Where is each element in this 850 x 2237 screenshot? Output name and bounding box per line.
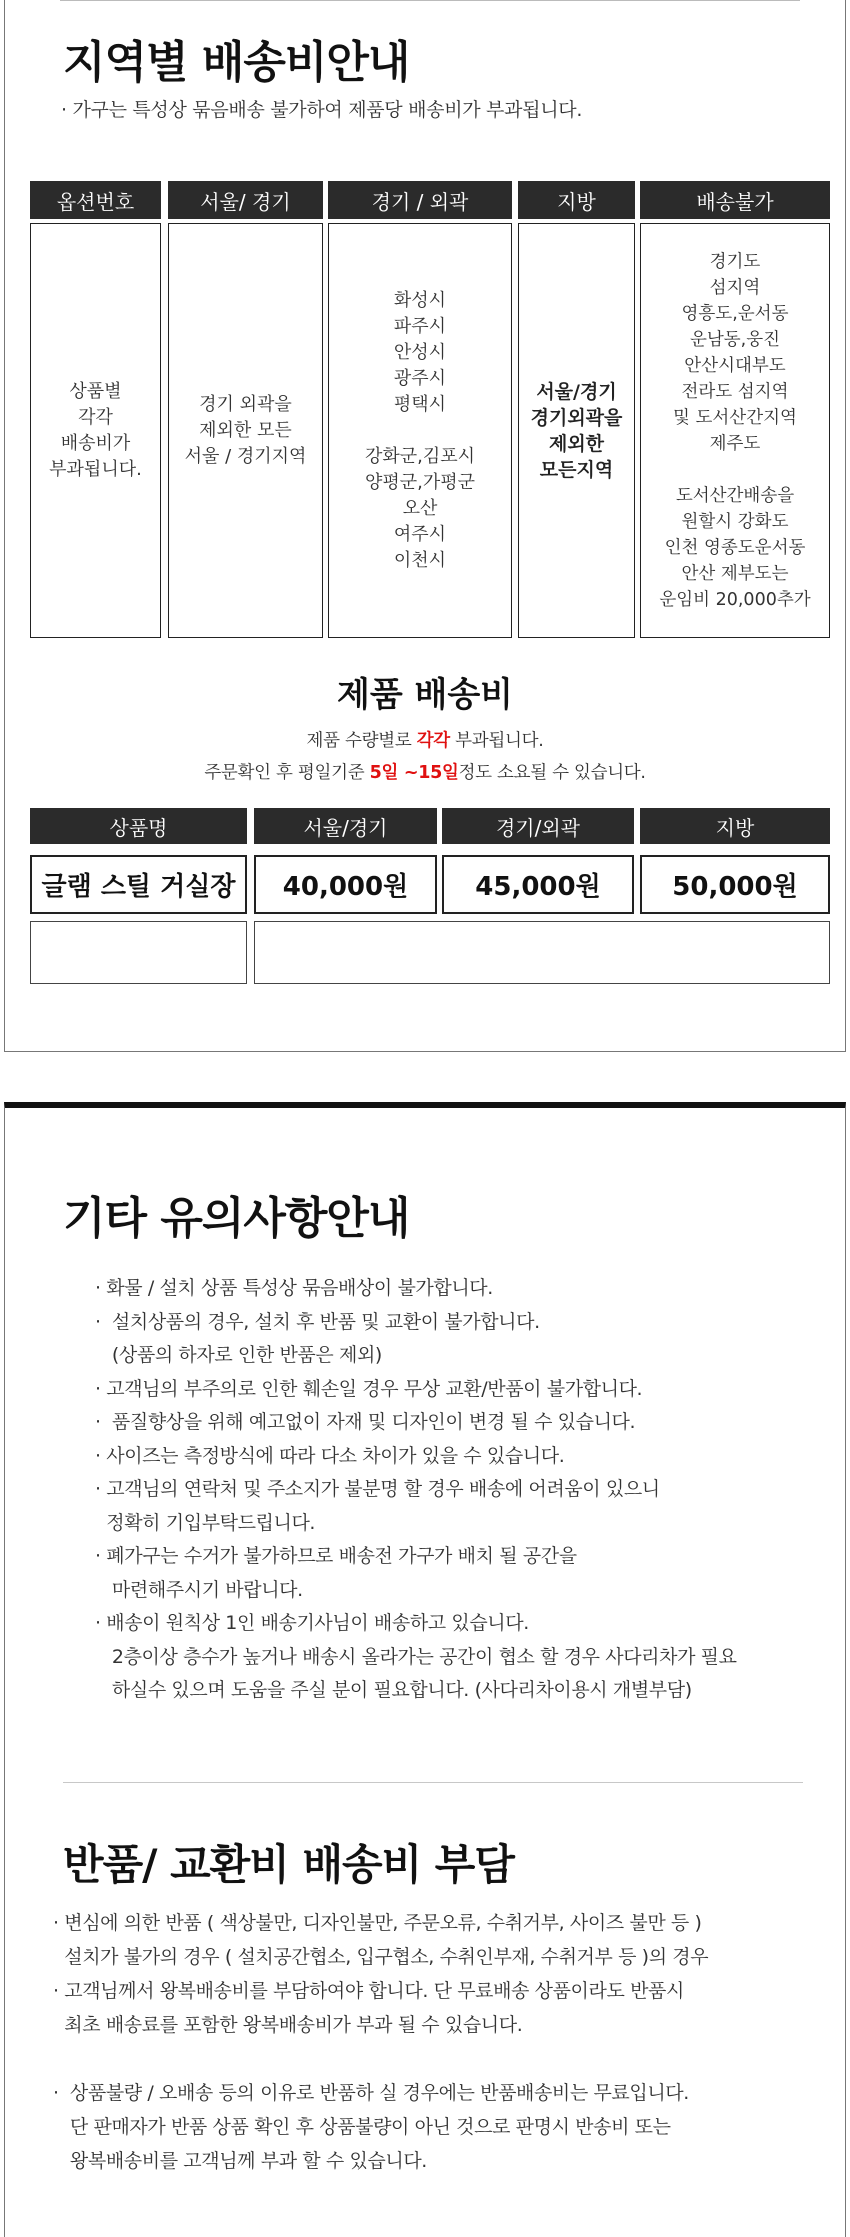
- return-fee-line: 최초 배송료를 포함한 왕복배송비가 부과 될 수 있습니다.: [53, 2014, 523, 2036]
- return-fee-list: [53, 1906, 833, 2178]
- region-header-province: 지방: [518, 181, 635, 219]
- region-header-option: 옵션번호: [30, 181, 161, 219]
- product-shipping-title: 제품 배송비: [336, 675, 514, 715]
- etc-notice-list: [95, 1272, 835, 1708]
- return-fee-line: · 변심에 의한 반품 ( 색상불만, 디자인불만, 주문오류, 수취거부, 사이즈 불만 등 ): [53, 1912, 702, 1934]
- price-header-outskirts: 경기/외곽: [442, 808, 634, 844]
- region-cell-unavailable: 경기도 섬지역 영흥도,운서동 운남동,웅진 안산시대부도 전라도 섬지역 및 도서산간지역 제주도 도서산간배송을 원할시 강화도 인천 영종도운서동 안산 제부도는 운임비 20,000추가: [640, 223, 830, 638]
- price-empty-cell-left: [30, 921, 247, 984]
- region-cell-province: 서울/경기 경기외곽을 제외한 모든지역: [518, 223, 635, 638]
- region-cell-outskirts: 화성시 파주시 안성시 광주시 평택시 강화군,김포시 양평군,가평군 오산 여주시 이천시: [328, 223, 512, 638]
- return-fee-line: 왕복배송비를 고객님께 부과 할 수 있습니다.: [53, 2150, 427, 2172]
- etc-notice-line: · 품질향상을 위해 예고없이 자재 및 디자인이 변경 될 수 있습니다.: [95, 1411, 636, 1433]
- etc-notice-line: 2층이상 층수가 높거나 배송시 올라가는 공간이 협소 할 경우 사다리차가 필요: [95, 1645, 737, 1668]
- price-cell-product-name: 글램 스틸 거실장: [30, 855, 247, 914]
- etc-notice-line: 하실수 있으며 도움을 주실 분이 필요합니다. (사다리차이용시 개별부담): [95, 1679, 692, 1701]
- section-divider: [63, 1782, 803, 1783]
- product-note-leadtime: 주문확인 후 평일기준 5일 ~15일정도 소요될 수 있습니다.: [204, 763, 646, 783]
- return-fee-title: 반품/ 교환비 배송비 부담: [63, 1840, 514, 1889]
- etc-notice-line: · 배송이 원칙상 1인 배송기사님이 배송하고 있습니다.: [95, 1612, 529, 1634]
- etc-notice-line: · 사이즈는 측정방식에 따라 다소 차이가 있을 수 있습니다.: [95, 1444, 565, 1467]
- price-header-province: 지방: [640, 808, 830, 844]
- region-header-outskirts: 경기 / 외곽: [328, 181, 512, 219]
- etc-notice-line: 마련해주시기 바랍니다.: [95, 1578, 303, 1601]
- price-empty-cell-right: [254, 921, 830, 984]
- return-fee-line: [53, 2042, 833, 2076]
- region-header-seoul: 서울/ 경기: [168, 181, 323, 219]
- etc-notice-line: · 고객님의 부주의로 인한 훼손일 경우 무상 교환/반품이 불가합니다.: [95, 1377, 643, 1400]
- etc-notice-line: · 고객님의 연락처 및 주소지가 불분명 할 경우 배송에 어려움이 있으니: [95, 1478, 660, 1500]
- price-cell-seoul: 40,000원: [254, 855, 437, 914]
- top-divider: [60, 0, 800, 1]
- price-cell-outskirts: 45,000원: [442, 855, 634, 914]
- product-note-quantity: 제품 수량별로 각각 부과됩니다.: [306, 731, 544, 751]
- etc-notice-title: 기타 유의사항안내: [63, 1193, 410, 1244]
- region-header-unavailable: 배송불가: [640, 181, 830, 219]
- region-shipping-title: 지역별 배송비안내: [63, 37, 410, 88]
- region-cell-option: 상품별 각각 배송비가 부과됩니다.: [30, 223, 161, 638]
- etc-notice-line: 정확히 기입부탁드립니다.: [95, 1511, 316, 1534]
- return-fee-line: 단 판매자가 반품 상품 확인 후 상품불량이 아닌 것으로 판명시 반송비 또는: [53, 2116, 671, 2138]
- region-shipping-intro: · 가구는 특성상 묶음배송 불가하여 제품당 배송비가 부과됩니다.: [61, 99, 583, 121]
- etc-notice-line: · 폐가구는 수거가 불가하므로 배송전 가구가 배치 될 공간을: [95, 1545, 577, 1567]
- etc-notice-line: · 화물 / 설치 상품 특성상 묶음배상이 불가합니다.: [95, 1277, 493, 1299]
- etc-notice-line: (상품의 하자로 인한 반품은 제외): [95, 1344, 382, 1366]
- return-fee-line: · 상품불량 / 오배송 등의 이유로 반품하 실 경우에는 반품배송비는 무료입니다.: [53, 2082, 689, 2104]
- price-header-product: 상품명: [30, 808, 247, 844]
- return-fee-line: · 고객님께서 왕복배송비를 부담하여야 합니다. 단 무료배송 상품이라도 반품시: [53, 1980, 684, 2002]
- etc-notice-line: · 설치상품의 경우, 설치 후 반품 및 교환이 불가합니다.: [95, 1310, 540, 1333]
- price-header-seoul: 서울/경기: [254, 808, 437, 844]
- region-cell-seoul: 경기 외곽을 제외한 모든 서울 / 경기지역: [168, 223, 323, 638]
- price-cell-province: 50,000원: [640, 855, 830, 914]
- return-fee-line: 설치가 불가의 경우 ( 설치공간협소, 입구협소, 수취인부재, 수취거부 등 )의 경우: [53, 1946, 709, 1968]
